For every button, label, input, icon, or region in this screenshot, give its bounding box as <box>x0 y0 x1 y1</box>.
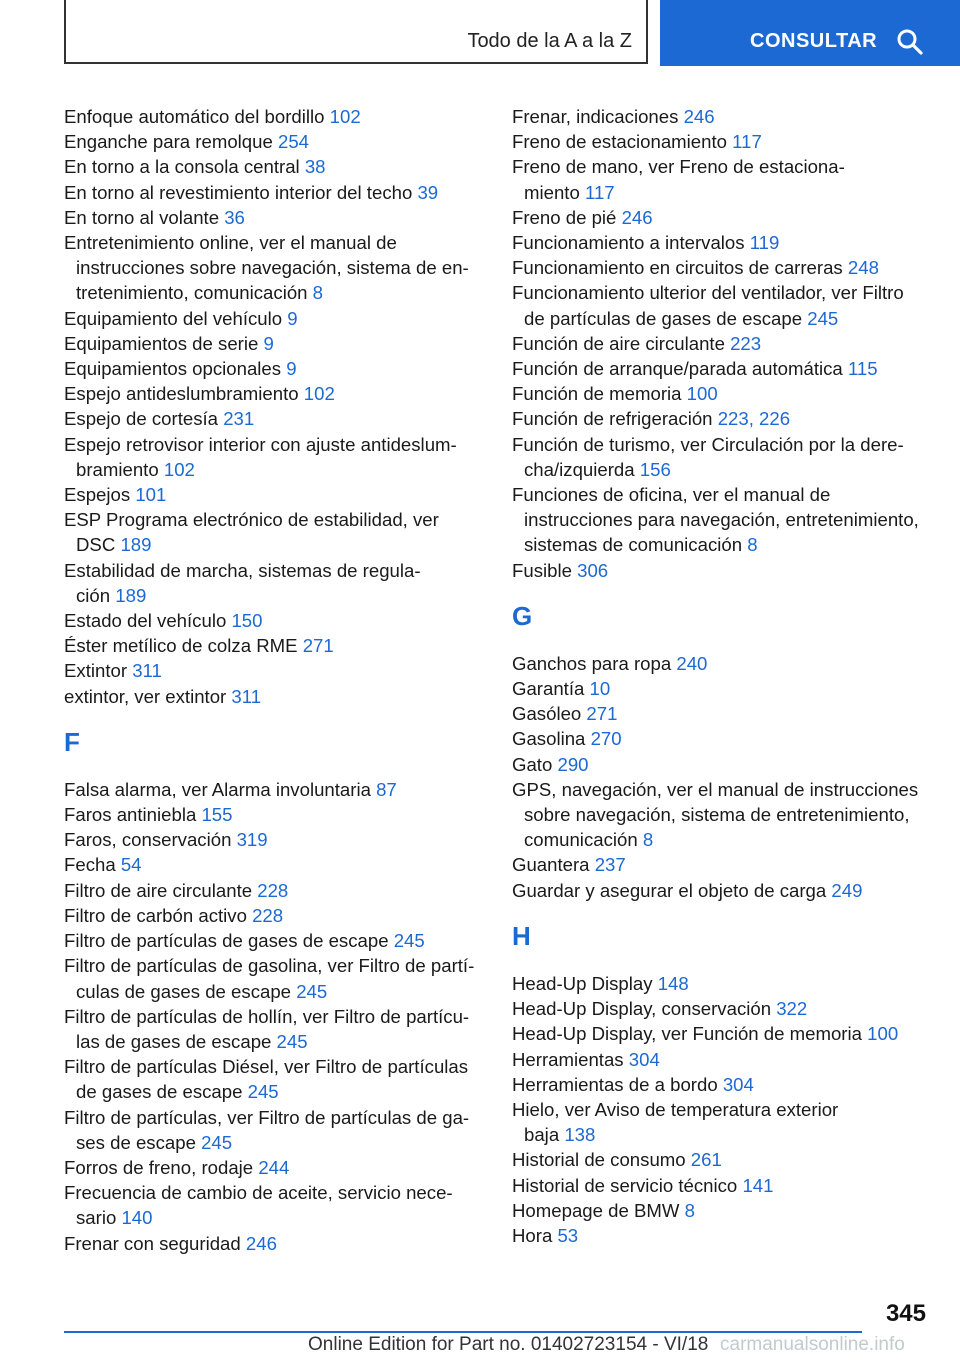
page-reference-link[interactable]: 138 <box>564 1124 596 1146</box>
page-reference-link[interactable]: 36 <box>224 206 245 228</box>
index-entry <box>512 230 942 255</box>
index-entry <box>512 406 942 431</box>
page-reference-link[interactable]: 311 <box>132 660 162 682</box>
index-entry <box>512 432 942 482</box>
index-entry <box>64 432 484 482</box>
page-reference-link[interactable]: 245 <box>201 1131 233 1153</box>
index-entry-text: Filtro de partículas de gasolina, ver Filtro de partí‐ <box>64 955 475 977</box>
index-entry-text: Enfoque automático del bordillo <box>64 106 330 127</box>
page-reference-link[interactable]: 244 <box>258 1156 290 1178</box>
index-entry <box>64 205 484 230</box>
page-reference-link[interactable]: 39 <box>417 181 439 203</box>
page-reference-link[interactable]: 245 <box>807 307 839 329</box>
index-entry <box>512 752 942 777</box>
index-entry-text: Funcionamiento en circuitos de carreras <box>512 257 848 279</box>
page-reference-link[interactable]: 9 <box>263 332 274 354</box>
index-entry <box>64 953 484 1003</box>
index-entry-text: Equipamientos de serie <box>64 332 264 354</box>
page-reference-link[interactable]: 150 <box>231 610 263 632</box>
index-entry-text: Filtro de aire circulante <box>64 879 258 901</box>
index-entry-text: En torno al volante <box>64 206 225 228</box>
index-entry <box>64 1004 484 1054</box>
section-letter-g: G <box>512 600 533 631</box>
index-entry-text: Filtro de partículas, ver Filtro de partículas de ga‐ <box>64 1106 470 1128</box>
index-entry-text: comunicación <box>524 829 643 851</box>
index-entry-text: Falsa alarma, ver Alarma involuntaria <box>64 778 377 800</box>
index-entry-text: DSC <box>76 534 121 556</box>
index-entry <box>64 633 484 658</box>
index-entry-text: Espejos <box>64 484 136 506</box>
index-entry-text: extintor, ver extintor <box>64 685 232 707</box>
page-reference-link[interactable]: 102 <box>303 383 335 405</box>
page-reference-link[interactable]: 189 <box>115 584 147 606</box>
index-entry-text: Homepage de BMW <box>512 1199 685 1221</box>
index-entry-text: Filtro de partículas Diésel, ver Filtro de partículas <box>64 1056 469 1078</box>
index-entry-text: Gasolina <box>512 728 591 750</box>
index-entry-text: culas de gases de escape <box>76 980 297 1002</box>
index-entry <box>64 507 484 557</box>
index-entry-text: de gases de escape <box>76 1081 248 1103</box>
index-entry-text: Equipamientos opcionales <box>64 358 287 380</box>
index-entry-text: instrucciones sobre navegación, sistema de en‐ <box>76 257 469 279</box>
page-reference-link[interactable]: 249 <box>831 879 863 901</box>
page-reference-link[interactable]: 246 <box>683 106 715 127</box>
page-reference-link[interactable]: 141 <box>742 1174 774 1196</box>
index-entry <box>512 129 942 154</box>
index-entry-text: Funcionamiento ulterior del ventilador, ver Filtro <box>512 282 904 304</box>
index-entry-text: de partículas de gases de escape <box>524 307 808 329</box>
index-entry <box>512 651 942 676</box>
index-entry-text: instrucciones para navegación, entretenimiento, <box>524 509 919 531</box>
index-entry-text: Funciones de oficina, ver el manual de <box>512 484 831 506</box>
page-reference-link[interactable]: 228 <box>257 879 289 901</box>
page-reference-link[interactable]: 240 <box>676 652 708 674</box>
index-entry-text: Función de refrigeración <box>512 408 718 430</box>
index-entry-text: baja <box>524 1124 565 1146</box>
page-reference-link[interactable]: 237 <box>594 854 626 876</box>
page-reference-link[interactable]: 155 <box>201 804 233 826</box>
index-entry-text: Función de arranque/parada automática <box>512 358 848 380</box>
index-entry <box>512 676 942 701</box>
index-entry <box>64 878 484 903</box>
index-entry <box>64 154 484 179</box>
index-entry <box>512 726 942 751</box>
index-entry-text: Historial de servicio técnico <box>512 1174 743 1196</box>
page-reference-link[interactable]: 8 <box>312 282 324 304</box>
page-reference-link[interactable]: 117 <box>732 131 762 153</box>
index-entry-text: Función de turismo, ver Circulación por la dere‐ <box>512 433 904 455</box>
page-reference-link[interactable]: 8 <box>747 534 758 556</box>
index-entry <box>64 230 484 306</box>
index-entry-text: GPS, navegación, ver el manual de instrucciones <box>512 778 919 800</box>
index-entry-text: ESP Programa electrónico de estabilidad, ver <box>64 509 439 531</box>
page-reference-link[interactable]: 319 <box>236 829 268 851</box>
index-entry <box>64 1231 484 1256</box>
index-entry-text: Ganchos para ropa <box>512 652 677 674</box>
index-entry <box>64 558 484 608</box>
page-reference-link[interactable]: 304 <box>722 1073 754 1095</box>
page-reference-link[interactable]: 115 <box>847 358 878 380</box>
index-entry-text: sistemas de comunicación <box>524 534 748 556</box>
page-reference-link[interactable]: 117 <box>584 181 615 203</box>
index-entry-text: Equipamiento del vehículo <box>64 307 288 329</box>
index-entry <box>512 104 942 129</box>
index-entry-text: Filtro de partículas de hollín, ver Filtro de partícu‐ <box>64 1005 470 1027</box>
index-entry-text: Guantera <box>512 854 595 876</box>
index-entry-text: ción <box>76 584 116 606</box>
page-reference-link[interactable]: 223 <box>730 332 762 354</box>
index-entry-text: Éster metílico de colza RME <box>64 635 303 657</box>
tab-a-to-z-label: Todo de la A a la Z <box>467 30 632 52</box>
index-entry-text: Gasóleo <box>512 703 587 725</box>
index-entry-text: Freno de mano, ver Freno de estaciona‐ <box>512 156 845 178</box>
page-reference-link[interactable]: 311 <box>231 685 262 707</box>
index-entry <box>64 129 484 154</box>
index-entry <box>512 852 942 877</box>
page-reference-link[interactable]: 254 <box>277 131 310 153</box>
index-entry <box>64 852 484 877</box>
index-entry-text: Fusible <box>512 559 578 581</box>
index-entry <box>64 1180 484 1230</box>
page-reference-link[interactable]: 87 <box>376 778 397 800</box>
index-entry <box>512 996 942 1021</box>
index-entry-text: sobre navegación, sistema de entretenimiento, <box>524 804 910 826</box>
page-reference-link[interactable]: 9 <box>286 358 297 380</box>
page-reference-link[interactable]: 102 <box>163 458 195 480</box>
index-entry-text: Función de aire circulante <box>512 332 731 354</box>
index-entry-text: Hielo, ver Aviso de temperatura exterior <box>512 1098 839 1120</box>
page-reference-link[interactable]: 140 <box>121 1207 153 1229</box>
index-entry-text: Fecha <box>64 854 121 876</box>
index-entry-text: ses de escape <box>76 1131 202 1153</box>
page-reference-link[interactable]: 245 <box>393 930 425 952</box>
index-entry-text: Enganche para remolque <box>64 131 278 153</box>
index-entry-text: cha/izquierda <box>524 458 640 480</box>
section-letter-h: H <box>512 920 531 951</box>
index-entry <box>512 1198 942 1223</box>
section-letter-f: F <box>64 726 80 757</box>
index-entry <box>512 482 942 558</box>
index-entry <box>64 802 484 827</box>
tab-consult[interactable] <box>660 0 960 66</box>
page-reference-link[interactable]: 9 <box>287 307 298 329</box>
index-entry <box>512 878 942 903</box>
index-entry-text: Estabilidad de marcha, sistemas de regula‐ <box>64 559 421 581</box>
index-entry <box>64 777 484 802</box>
page-reference-link[interactable]: 156 <box>639 458 671 480</box>
page-reference-link[interactable]: 228 <box>252 904 284 926</box>
page-reference-link[interactable]: 100 <box>686 383 718 405</box>
index-entry <box>64 180 484 205</box>
index-entry <box>512 1072 942 1097</box>
tab-a-to-z[interactable] <box>64 0 648 64</box>
index-entry-text: Funcionamiento a intervalos <box>512 232 750 254</box>
index-entry <box>64 1054 484 1104</box>
page-reference-link[interactable]: 189 <box>120 534 152 556</box>
page-reference-link[interactable]: 322 <box>776 998 808 1020</box>
page-number: 345 <box>885 1300 926 1327</box>
index-entry <box>64 1105 484 1155</box>
page-reference-link[interactable]: 270 <box>590 728 622 750</box>
page-reference-link[interactable]: 231 <box>223 408 255 430</box>
index-entry-text: Espejo de cortesía <box>64 408 224 430</box>
index-entry-text: Garantía <box>512 678 590 700</box>
index-entry <box>512 154 942 204</box>
tab-consult-label: CONSULTAR <box>750 30 878 52</box>
index-entry <box>512 777 942 853</box>
index-entry <box>64 104 484 129</box>
index-entry <box>64 608 484 633</box>
index-entry <box>512 701 942 726</box>
index-entry-text: las de gases de escape <box>76 1030 277 1052</box>
index-entry <box>64 827 484 852</box>
index-entry <box>512 381 942 406</box>
index-entry-text: Head-Up Display, ver Función de memoria <box>512 1023 868 1045</box>
watermark: carmanualsonline.info <box>720 1334 905 1355</box>
page-reference-link[interactable]: 148 <box>657 972 689 994</box>
index-entry <box>64 331 484 356</box>
index-entry <box>512 971 942 996</box>
index-entry-text: Extintor <box>64 660 133 682</box>
index-entry <box>64 306 484 331</box>
index-entry-text: En torno al revestimiento interior del techo <box>64 181 418 203</box>
page-reference-link[interactable]: 8 <box>642 829 654 851</box>
page-reference-link[interactable]: 245 <box>276 1030 308 1052</box>
index-entry-text: Entretenimiento online, ver el manual de <box>64 232 397 254</box>
page-reference-link[interactable]: 245 <box>296 980 328 1002</box>
index-entry-text: Faros, conservación <box>64 829 237 851</box>
index-entry <box>512 1223 942 1248</box>
index-entry <box>64 406 484 431</box>
index-entry <box>64 381 484 406</box>
index-entry <box>64 903 484 928</box>
page-reference-link[interactable]: 8 <box>684 1199 695 1221</box>
index-entry-text: Forros de freno, rodaje <box>64 1156 259 1178</box>
page-reference-link[interactable]: 271 <box>302 635 334 657</box>
index-entry-text: Head-Up Display <box>512 972 658 994</box>
index-entry <box>512 1097 942 1147</box>
index-entry <box>512 1173 942 1198</box>
index-entry <box>512 1147 942 1172</box>
index-entry-text: Head-Up Display, conservación <box>512 998 777 1020</box>
index-entry-text: Gato <box>512 753 558 775</box>
index-entry <box>512 558 942 583</box>
page-reference-link[interactable]: 304 <box>628 1048 660 1070</box>
index-entry <box>512 356 942 381</box>
index-column-right <box>512 104 942 1248</box>
index-entry-text: Herramientas <box>512 1048 629 1070</box>
page-reference-link[interactable]: 246 <box>621 206 653 228</box>
index-entry-text: tretenimiento, comunicación <box>76 282 313 304</box>
page-reference-link[interactable]: 246 <box>245 1232 277 1254</box>
index-entry <box>512 331 942 356</box>
index-entry-text: Guardar y asegurar el objeto de carga <box>512 879 832 901</box>
page-reference-link[interactable]: 53 <box>557 1224 579 1246</box>
page-reference-link[interactable]: 119 <box>749 232 780 254</box>
page-reference-link[interactable]: 54 <box>120 854 142 876</box>
index-entry-text: Herramientas de a bordo <box>512 1073 723 1095</box>
footer-divider <box>64 1331 862 1333</box>
index-entry-text: Freno de estacionamiento <box>512 131 733 153</box>
page-reference-link[interactable]: 102 <box>329 106 361 127</box>
page-reference-link[interactable]: 290 <box>557 753 589 775</box>
index-entry-text: Frenar, indicaciones <box>512 106 684 127</box>
index-entry <box>512 255 942 280</box>
page-reference-link[interactable]: 223, 226 <box>717 408 791 430</box>
page-reference-link[interactable]: 306 <box>577 559 609 581</box>
page-reference-link[interactable]: 100 <box>867 1023 899 1045</box>
search-icon <box>896 28 924 56</box>
index-entry-text: Freno de pié <box>512 206 622 228</box>
page-reference-link[interactable]: 271 <box>586 703 618 725</box>
index-entry-text: bramiento <box>76 458 164 480</box>
index-entry <box>64 928 484 953</box>
index-entry-text: Filtro de carbón activo <box>64 904 253 926</box>
index-entry <box>512 1021 942 1046</box>
index-entry-text: Faros antiniebla <box>64 804 202 826</box>
page-reference-link[interactable]: 261 <box>690 1149 722 1171</box>
index-entry <box>64 1155 484 1180</box>
index-entry-text: Frenar con seguridad <box>64 1232 246 1254</box>
index-entry-text: Estado del vehículo <box>64 610 232 632</box>
index-entry <box>64 658 484 683</box>
index-entry-text: En torno a la consola central <box>64 156 305 178</box>
page-reference-link[interactable]: 10 <box>589 678 611 700</box>
index-entry <box>512 280 942 330</box>
page-reference-link[interactable]: 248 <box>847 257 879 279</box>
index-column-left <box>64 104 484 1256</box>
index-entry <box>512 205 942 230</box>
index-entry-text: Función de memoria <box>512 383 687 405</box>
index-entry-text: Frecuencia de cambio de aceite, servicio nece‐ <box>64 1182 453 1204</box>
top-navigation <box>0 0 960 66</box>
page-reference-link[interactable]: 245 <box>247 1081 279 1103</box>
index-entry <box>64 684 484 709</box>
page-reference-link[interactable]: 38 <box>304 156 326 178</box>
index-entry-text: Hora <box>512 1224 558 1246</box>
footer-edition: Online Edition for Part no. 01402723154 - VI/18 <box>308 1334 709 1355</box>
index-entry <box>64 482 484 507</box>
index-entry <box>512 1047 942 1072</box>
index-entry <box>64 356 484 381</box>
index-entry-text: miento <box>524 181 585 203</box>
index-entry-text: Espejo retrovisor interior con ajuste antideslum‐ <box>64 433 457 455</box>
index-entry-text: Espejo antideslumbramiento <box>64 383 304 405</box>
page-reference-link[interactable]: 101 <box>135 484 167 506</box>
index-entry-text: sario <box>76 1207 122 1229</box>
index-entry-text: Filtro de partículas de gases de escape <box>64 930 394 952</box>
index-entry-text: Historial de consumo <box>512 1149 691 1171</box>
